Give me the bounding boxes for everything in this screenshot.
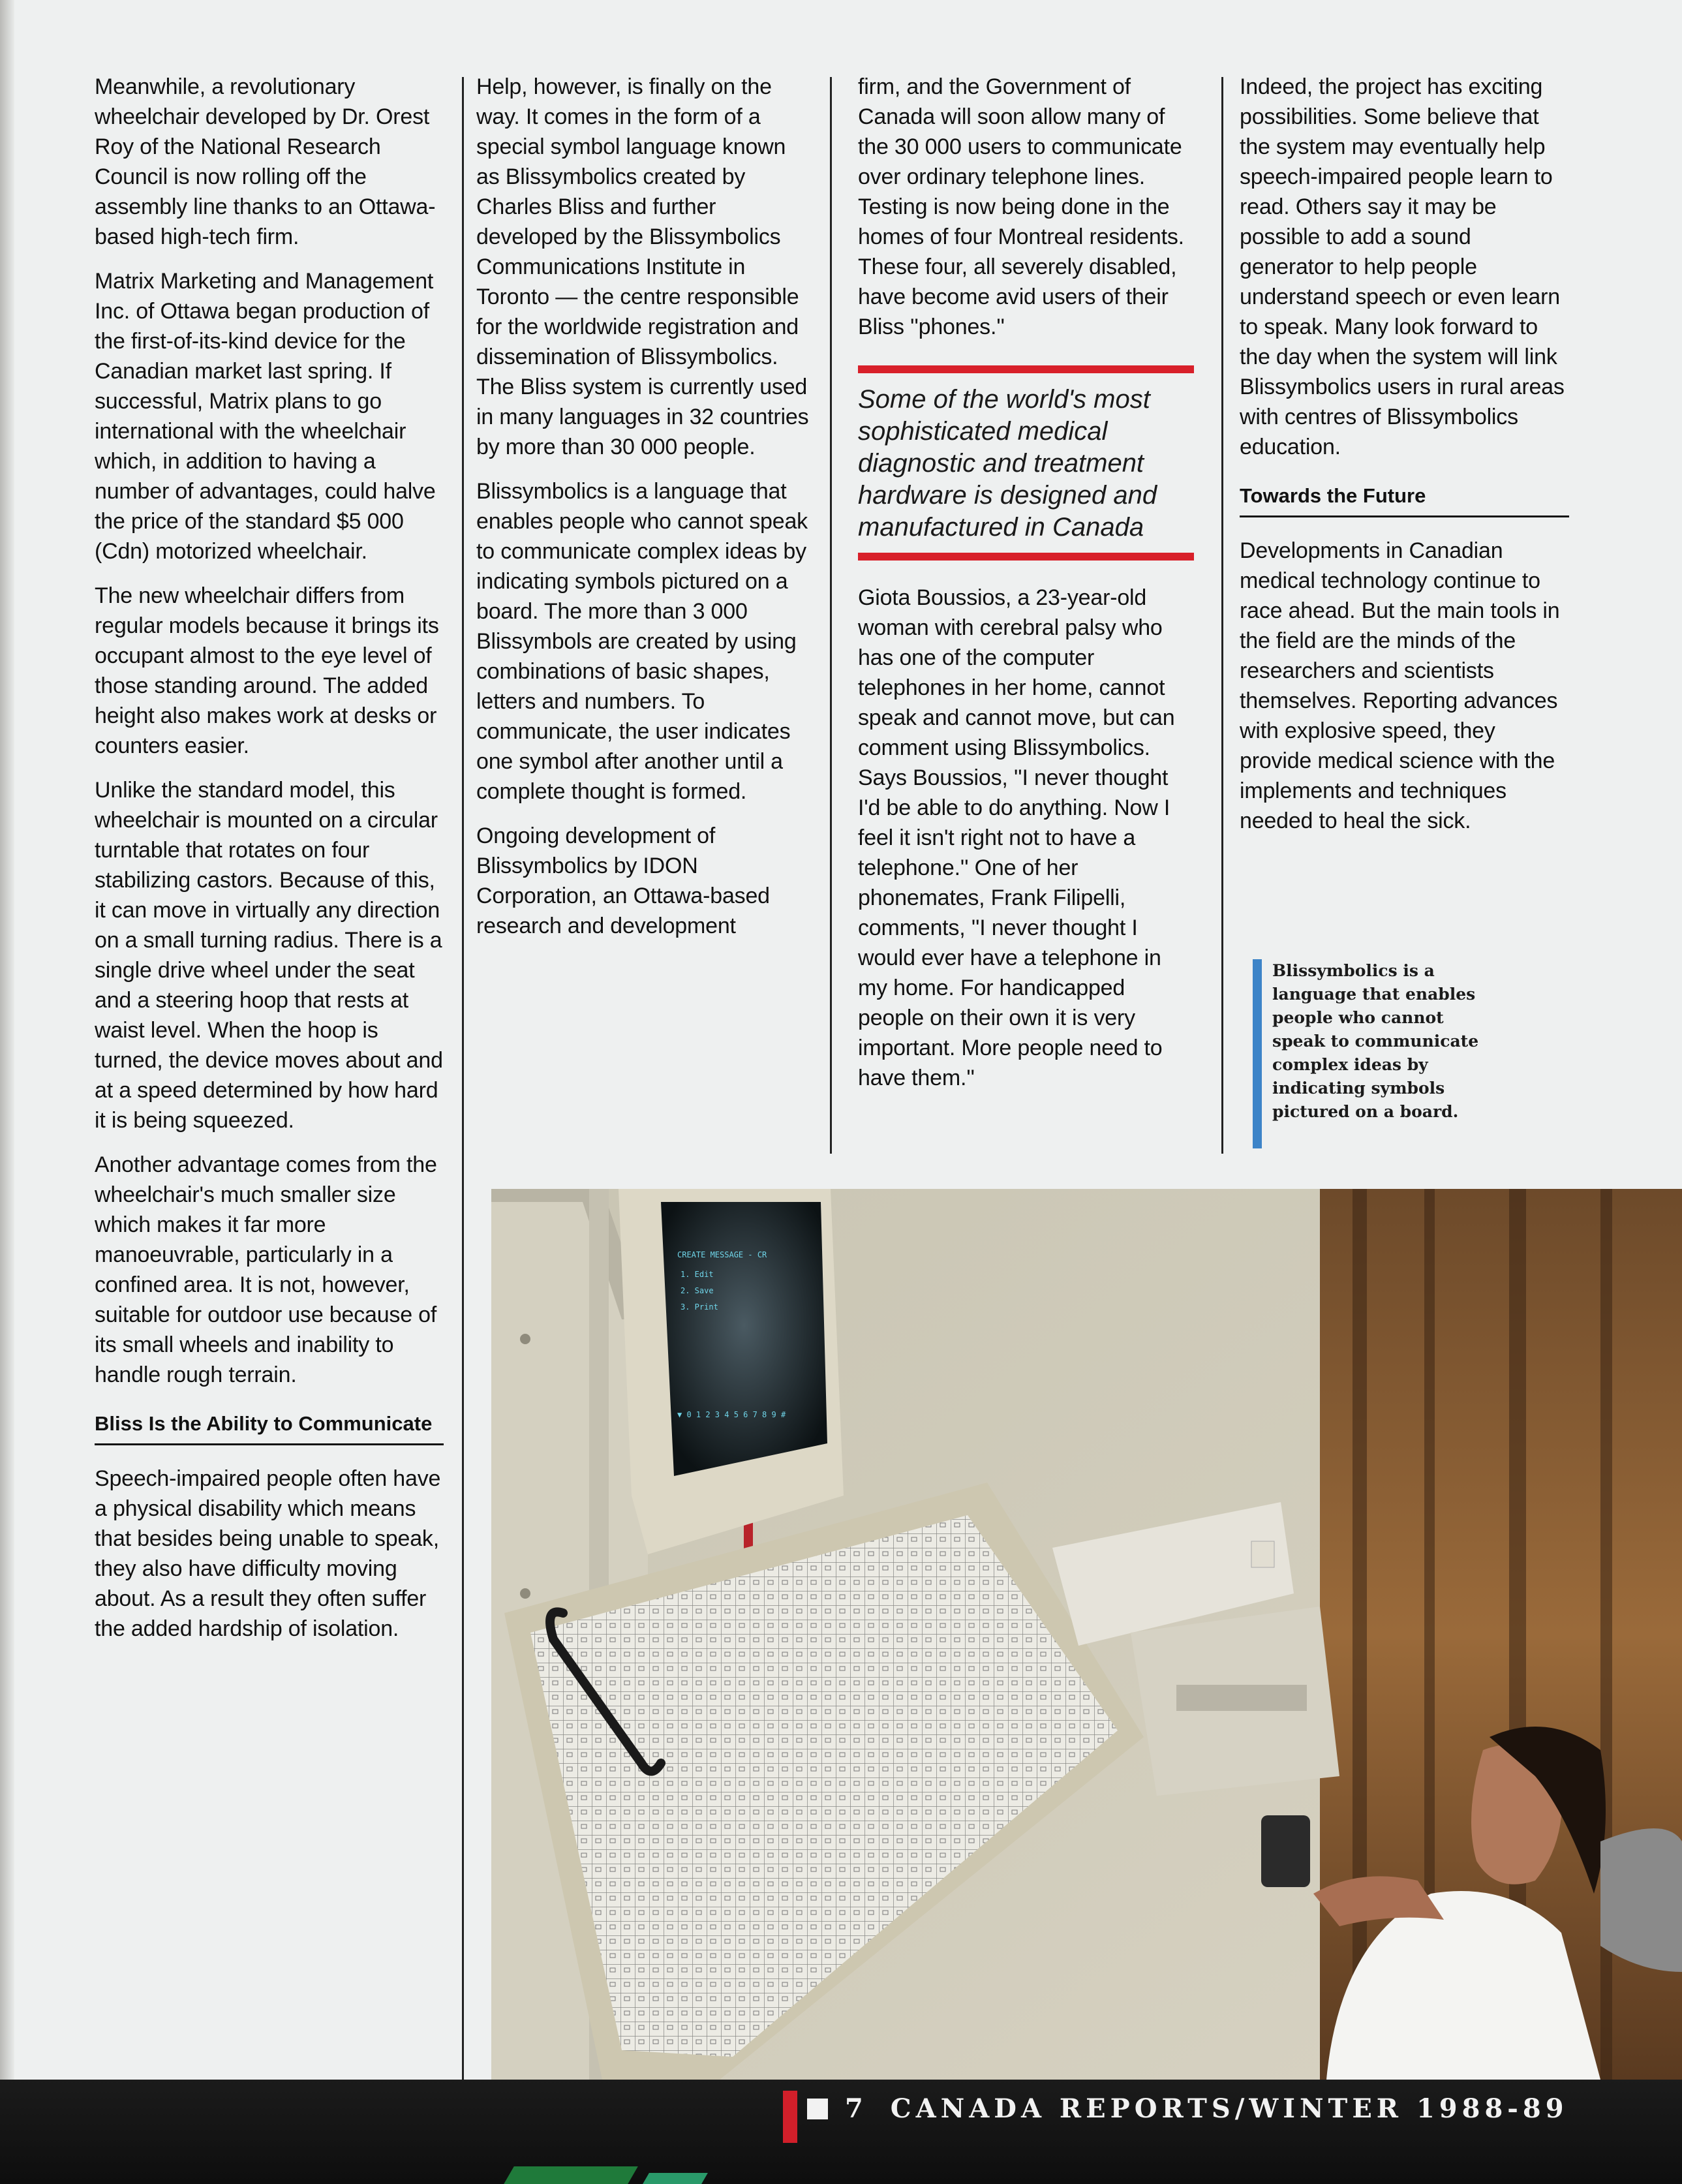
col1-paragraph-2: Matrix Marketing and Management Inc. of Ottawa began production of the first-of-its-kind device for the Canadian market last spring. If successful, Matrix plans to go international with the wheelchair which, in addition to having a number of advantages, could halve the price of the standard $5 000 (Cdn) motorized wheelchair. [95, 269, 436, 564]
col4-paragraph-1: Indeed, the project has exciting possibilities. Some believe that the system may eventually help speech-impaired people learn to read. Others say it may be possible to add a sound generator to help people understand speech or even learn to speak. Many look forward to the day when the system will link Blissymbolics users in rural areas with centres of Blissymbolics education. [1240, 74, 1565, 459]
publication-name: CANADA REPORTS/WINTER 1988-89 [890, 2093, 1568, 2124]
column-rule-2 [830, 77, 832, 1154]
col1-paragraph-4: Unlike the standard model, this wheelchair is mounted on a circular turntable that rotates on four stabilizing castors. Because of this, it can move in virtually any direction on a small turning radius. There is a single drive wheel under the seat and a steering hoop that rests at waist level. When the hoop is turned, the device moves about and at a speed determined by how hard it is being squeezed. [95, 778, 443, 1133]
screen-title: CREATE MESSAGE - CR [677, 1250, 767, 1259]
screen-item-2: 2. Save [680, 1286, 714, 1295]
column-4 [1240, 72, 1569, 850]
footer-red-marker [783, 2091, 797, 2143]
column-rule-1 [462, 77, 464, 2080]
page-binding-edge [0, 0, 14, 2184]
photo-illustration [491, 1189, 1682, 2080]
column-3 [858, 72, 1194, 1107]
col2-paragraph-1: Help, however, is finally on the way. It comes in the form of a special symbol language known as Blissymbolics created by Charles Bliss and further developed by the Blissymbolics Communications Institute in Toronto — the centre responsible for the worldwide registration and dissemination of Blissymbolics. The Bliss system is currently used in many languages in 32 countries by more than 30 000 people. [476, 74, 809, 459]
screen-bottom-line: ▼ 0 1 2 3 4 5 6 7 8 9 # [677, 1410, 786, 1419]
col1-paragraph-5: Another advantage comes from the wheelchair's much smaller size which makes it far more manoeuvrable, particularly in a confined area. It is not, however, suitable for outdoor use because of its small wheels and inability to handle rough terrain. [95, 1152, 437, 1387]
col2-paragraph-3: Ongoing development of Blissymbolics by IDON Corporation, an Ottawa-based research and development [476, 823, 770, 938]
col1-paragraph-6: Speech-impaired people often have a physical disability which means that besides being unable to speak, they also have difficulty moving about. As a result they often suffer the added hardship of isolation. [95, 1466, 441, 1641]
column-rule-3 [1221, 77, 1223, 1154]
col4-paragraph-2: Developments in Canadian medical technology continue to race ahead. But the main tools in the field are the minds of the researchers and scientists themselves. Reporting advances with explosive speed, they provide medical science with the implements and techniques needed to heal the sick. [1240, 538, 1560, 833]
page-number: 7 [845, 2093, 868, 2124]
footer-teal-shape [643, 2173, 708, 2184]
pull-quote-rule-top [858, 365, 1194, 373]
pull-quote [858, 365, 1194, 561]
footer-text [845, 2093, 1568, 2124]
col3-paragraph-2: Giota Boussios, a 23-year-old woman with cerebral palsy who has one of the computer telephones in her home, cannot speak and cannot move, but can comment using Blissymbolics. Says Boussios, ''I never thought I'd be able to do anything. Now I feel it isn't right not to have a telephone.'' One of her phonemates, Frank Filipelli, comments, ''I never thought I would ever have a telephone in my home. For handicapped people on their own it is very important. More people need to have them.'' [858, 585, 1175, 1090]
footer-green-shape [504, 2166, 638, 2184]
pull-quote-rule-bottom [858, 553, 1194, 561]
footer-white-square [807, 2099, 828, 2119]
col1-paragraph-1: Meanwhile, a revolutionary wheelchair developed by Dr. Orest Roy of the National Research Council is now rolling off the assembly line thanks to an Ottawa-based high-tech firm. [95, 74, 436, 249]
section-heading-bliss: Bliss Is the Ability to Communicate [95, 1409, 444, 1445]
photo-bliss-terminal [491, 1189, 1682, 2080]
pull-quote-text: Some of the world's most sophisticated medical diagnostic and treatment hardware is designed and manufactured in Canada [858, 385, 1157, 542]
screen-item-1: 1. Edit [680, 1270, 714, 1279]
screen-item-3: 3. Print [680, 1302, 718, 1312]
col2-paragraph-2: Blissymbolics is a language that enables people who cannot speak to communicate complex ideas by indicating symbols pictured on a board. The more than 3 000 Blissymbols are created by using combinations of basic shapes, letters and numbers. To communicate, the user indicates one symbol after another until a complete thought is formed. [476, 479, 808, 804]
column-2 [476, 72, 812, 955]
col3-paragraph-1: firm, and the Government of Canada will soon allow many of the 30 000 users to communicate over ordinary telephone lines. Testing is now being done in the homes of four Montreal residents. These four, all severely disabled, have become avid users of their Bliss ''phones.'' [858, 74, 1184, 339]
section-heading-future: Towards the Future [1240, 482, 1569, 517]
column-1 [95, 72, 444, 1658]
col1-paragraph-3: The new wheelchair differs from regular models because it brings its occupant almost to the eye level of those standing around. The added height also makes work at desks or counters easier. [95, 583, 439, 758]
photo-caption: Blissymbolics is a language that enables people who cannot speak to communicate complex ideas by indicating symbols pictured on a board. [1253, 959, 1494, 1148]
